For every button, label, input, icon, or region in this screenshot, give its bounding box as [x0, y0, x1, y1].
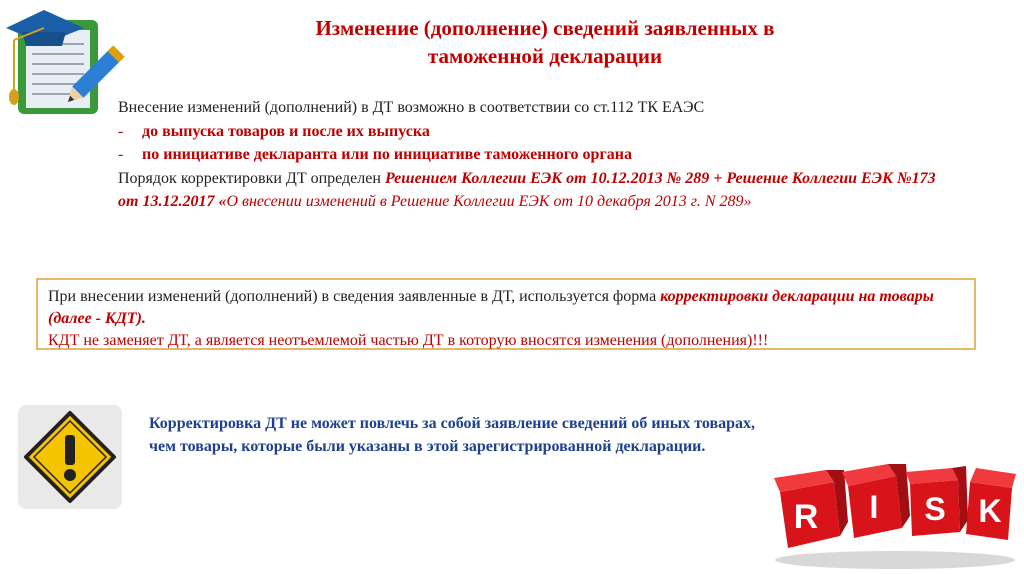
- order-decisions: Решением Коллегии ЕЭК от 10.12.2013 № 289 + Решение Коллегии ЕЭК №173 от 13.12.2017 «: [118, 169, 936, 210]
- intro-text-block: [118, 96, 948, 214]
- dice-letter: I: [869, 489, 879, 525]
- list-item: [118, 143, 948, 167]
- dice-letter: S: [924, 491, 946, 527]
- list-item-text: по инициативе декларанта или по инициативе таможенного органа: [142, 146, 632, 163]
- warning-line-2: чем товары, которые были указаны в этой зарегистрированной декларации.: [149, 438, 706, 455]
- order-paragraph: [118, 167, 948, 214]
- list-item-text: до выпуска товаров и после их выпуска: [142, 122, 430, 140]
- notice-text: [48, 286, 964, 330]
- notice-prefix: При внесении изменений (дополнений) в сведения заявленные в ДТ, используется форма: [48, 288, 661, 305]
- intro-line: Внесение изменений (дополнений) в ДТ возможно в соответствии со ст.112 ТК ЕАЭС: [118, 99, 705, 116]
- slide-title: [200, 14, 890, 70]
- dice-letter: K: [978, 493, 1002, 529]
- order-quote: О внесении изменений в Решение Коллегии ЕЭК от 10 декабря 2013 г. N 289»: [226, 193, 752, 210]
- warning-sign-panel: [18, 405, 122, 509]
- dice-letter: R: [793, 498, 819, 536]
- notice-box: [36, 278, 976, 350]
- notice-line-3: КДТ не заменяет ДТ, а является неотъемлемой частью ДТ в которую вносятся изменения (дополнения)!!!: [48, 332, 769, 349]
- warning-text: [137, 412, 909, 458]
- warning-line-1: Корректировка ДТ не может повлечь за собой заявление сведений об иных товарах,: [149, 415, 756, 432]
- list-dash: -: [118, 146, 124, 163]
- die-k: [966, 468, 1016, 540]
- risk-dice-icon: [770, 456, 1020, 570]
- die-s: [906, 466, 968, 536]
- graduation-cap-document-pencil-icon: [0, 0, 130, 120]
- die-i: [842, 464, 910, 538]
- notice-emphasis: корректировки декларации на товары (далее - КДТ).: [48, 288, 934, 327]
- warning-exclamation-icon: [18, 405, 122, 509]
- order-prefix: Порядок корректировки ДТ определен: [118, 169, 385, 187]
- die-r: [774, 470, 848, 548]
- slide-title-line-1: Изменение (дополнение) сведений заявленных в: [315, 16, 775, 40]
- slide-title-line-2: таможенной декларации: [427, 44, 663, 68]
- list-dash: -: [118, 122, 124, 140]
- list-item: [118, 120, 948, 144]
